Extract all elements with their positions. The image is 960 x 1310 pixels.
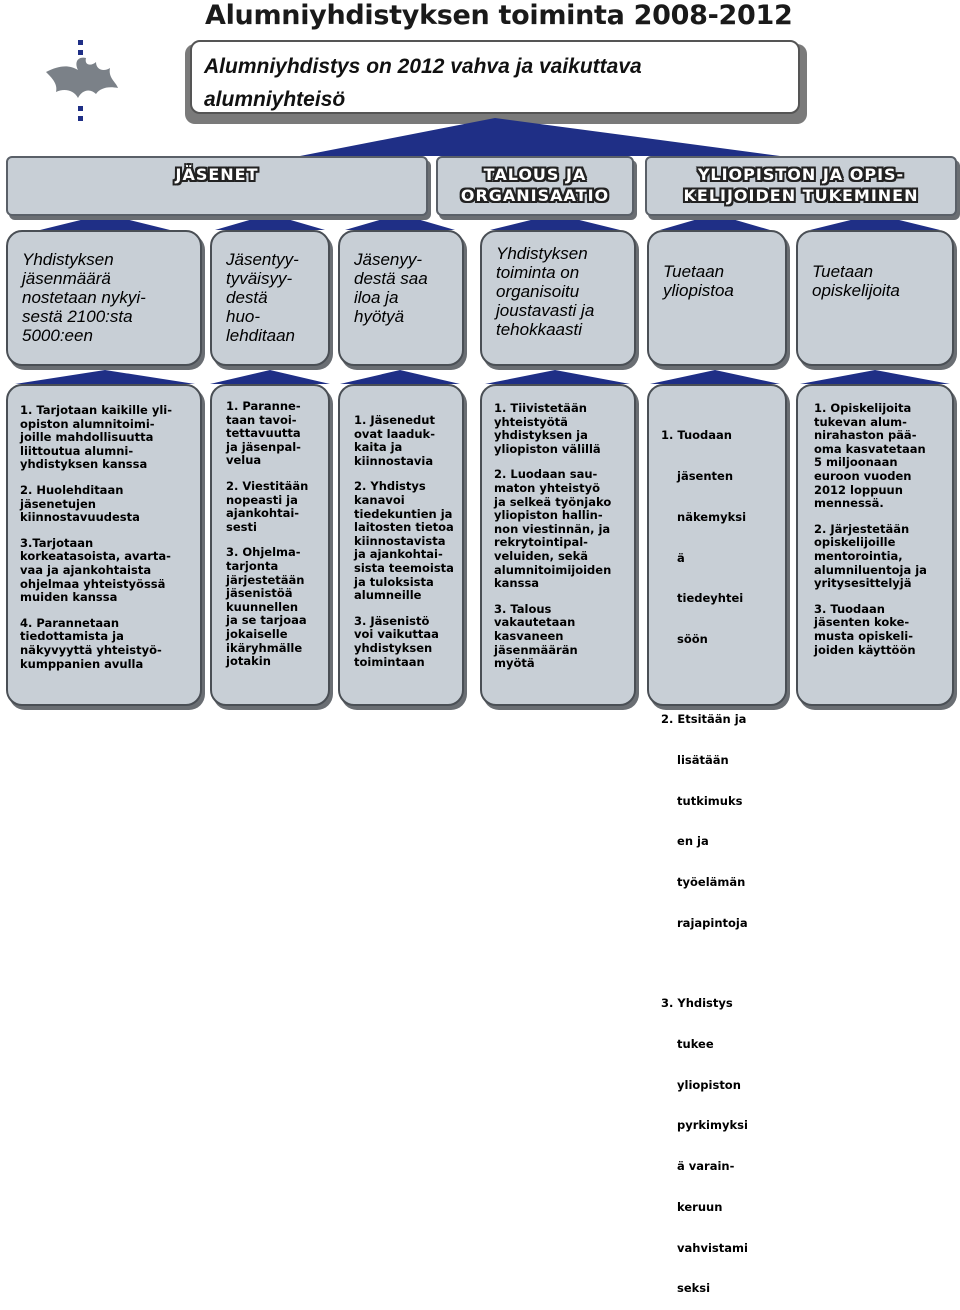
action-line: yhdistyksen kanssa: [20, 457, 148, 472]
action-line: liittoutua alumni-: [20, 443, 134, 458]
goal-line: tyväisyy-: [226, 269, 293, 288]
action-line: jäsenetujen: [20, 496, 96, 511]
action-line: jäsenistöä: [226, 586, 293, 601]
action-arrow: [340, 370, 460, 384]
action-line: kiinnostavuudesta: [20, 510, 140, 525]
action-line: opiskelijoille: [814, 535, 896, 550]
action-line: mentorointia,: [814, 548, 903, 563]
action-box-opiskelijat: [796, 384, 954, 706]
action-line: 3. Yhdistys: [661, 995, 733, 1010]
action-line: euroon vuoden: [814, 468, 912, 483]
vision-arrow: [300, 118, 780, 156]
action-line: 3. Talous: [494, 601, 552, 616]
action-line: kuunnellen: [226, 599, 299, 614]
action-arrow: [800, 370, 950, 384]
action-line: sesti: [226, 519, 257, 534]
action-line: alumnitoimijoiden: [494, 562, 612, 577]
action-arrow: [15, 370, 195, 384]
goal-line: destä: [226, 288, 268, 307]
action-line: 2. Yhdistys: [354, 479, 426, 494]
vision-line: Alumniyhdistys on 2012 vahva ja vaikuttava: [204, 55, 642, 78]
action-line: yliopiston: [661, 1077, 741, 1092]
action-line: rekrytointipal-: [494, 535, 588, 550]
goal-line: tehokkaasti: [496, 320, 582, 339]
action-line: ja selkeä työnjako: [494, 494, 612, 509]
category-label: KELIJOIDEN TUKEMINEN: [683, 186, 919, 205]
goal-box-jasenyys: [338, 230, 464, 366]
action-line: vahvistami: [661, 1240, 748, 1255]
goal-line: huo-: [226, 307, 261, 326]
goal-box-jasenmaara: [6, 230, 202, 366]
goal-line: Yhdistyksen: [496, 244, 588, 263]
goal-box-jasentyytyvaisyys: [210, 230, 330, 366]
goal-arrow: [345, 214, 455, 230]
action-line: ä varain-: [661, 1159, 735, 1174]
action-line: joille mahdollisuutta: [20, 430, 154, 445]
action-line: kaita ja: [354, 440, 403, 455]
goal-arrow: [490, 214, 620, 230]
action-line: muiden kanssa: [20, 590, 118, 605]
goal-arrow: [215, 214, 325, 230]
action-line: nopeasti ja: [226, 492, 298, 507]
action-line: oma kasvatetaan: [814, 441, 926, 456]
action-line: toimintaan: [354, 654, 425, 669]
goal-box-yliopisto: [647, 230, 787, 366]
action-line: 3. Tuodaan: [814, 601, 885, 616]
action-line: 1. Tiivistetään: [494, 401, 587, 415]
category-yliopisto-opiskelijat: [645, 156, 957, 216]
action-line: musta opiskeli-: [814, 628, 913, 643]
action-line: alumneille: [354, 588, 422, 603]
action-line: yhteistyötä: [494, 414, 568, 429]
action-line: näkemyksi: [661, 509, 747, 524]
action-line: ikäryhmälle: [226, 640, 303, 655]
action-arrow: [650, 370, 780, 384]
action-line: maton yhteistyö: [494, 480, 600, 495]
action-line: tutkimuks: [661, 793, 743, 808]
action-line: tiedeyhtei: [661, 591, 744, 606]
action-line: kanssa: [494, 576, 540, 591]
page-title: Alumniyhdistyksen toiminta 2008-2012: [205, 0, 793, 31]
action-line: keruun: [661, 1199, 723, 1214]
action-line: 3.Tarjotaan: [20, 535, 94, 550]
goal-line: destä saa: [354, 269, 428, 288]
action-line: nirahaston pää-: [814, 428, 917, 443]
category-label: ORGANISAATIO: [460, 186, 610, 205]
action-line: ohjelmaa yhteistyössä: [20, 576, 166, 591]
action-line: yritysesittelyjä: [814, 576, 912, 591]
goal-line: Jäsentyy-: [226, 250, 299, 269]
action-line: ovat laaduk-: [354, 426, 435, 441]
action-line: yhdistyksen: [354, 640, 433, 655]
action-line: mennessä.: [814, 496, 884, 511]
action-line: jäsenten: [661, 468, 734, 483]
action-line: veluiden, sekä: [494, 548, 589, 563]
action-line: kasvaneen: [494, 628, 564, 643]
goal-box-organisointi: [480, 230, 636, 366]
action-line: 5 miljoonaan: [814, 455, 898, 470]
action-box-jasenyys: [338, 384, 464, 706]
action-line: alumniluentoja ja: [814, 562, 927, 577]
action-line: 2. Viestitään: [226, 478, 309, 493]
action-box-organisointi: [480, 384, 636, 706]
action-box-jasenmaara: [6, 384, 202, 706]
goal-line: opiskelijoita: [812, 281, 900, 300]
action-line: 1. Tuodaan: [661, 428, 732, 443]
category-jasenet: [6, 156, 428, 216]
goal-arrow: [810, 214, 940, 230]
action-line: laitosten tietoa: [354, 520, 454, 535]
action-line: jäsenmäärän: [494, 642, 578, 657]
action-line: tukevan alum-: [814, 414, 907, 429]
action-line: 2. Järjestetään: [814, 521, 910, 536]
action-line: 4. Parannetaan: [20, 615, 120, 630]
action-line: 2012 loppuun: [814, 482, 903, 497]
category-label: TALOUS JA: [483, 165, 587, 184]
action-line: näkyvyyttä yhteistyö-: [20, 642, 162, 657]
action-line: myötä: [494, 656, 535, 671]
action-line: työelämän: [661, 875, 746, 890]
action-line: tarjonta: [226, 558, 279, 573]
goal-line: organisoitu: [496, 282, 580, 301]
action-line: söön: [661, 632, 708, 647]
action-line: kiinnostavista: [354, 533, 446, 548]
action-line: 1. Jäsenedut: [354, 413, 435, 427]
action-line: ja se tarjoaa: [226, 613, 307, 628]
action-line: kumppanien avulla: [20, 656, 144, 671]
action-line: 1. Opiskelijoita: [814, 401, 912, 415]
action-line: yliopiston välillä: [494, 441, 601, 456]
goal-line: 5000:een: [22, 326, 93, 345]
goal-line: lehditaan: [226, 326, 296, 345]
goal-line: Tuetaan: [812, 262, 874, 281]
goal-arrow: [40, 214, 170, 230]
category-label: JÄSENET: [175, 165, 259, 184]
action-line: yhdistyksen ja: [494, 428, 588, 443]
action-line: sista teemoista: [354, 560, 454, 575]
action-box-yliopisto: [647, 384, 787, 1296]
action-line: kiinnostavia: [354, 453, 434, 468]
goal-line: toiminta on: [496, 263, 580, 282]
action-line: jokaiselle: [226, 626, 288, 641]
goal-line: yliopistoa: [663, 281, 734, 300]
goal-line: Tuetaan: [663, 262, 725, 281]
action-line: 1. Tarjotaan kaikille yli-: [20, 403, 172, 417]
action-line: velua: [226, 453, 262, 468]
goal-line: hyötyä: [354, 307, 405, 326]
action-line: rajapintoja: [661, 915, 748, 930]
action-line: tettavuutta: [226, 426, 301, 441]
action-line: 2. Huolehditaan: [20, 482, 124, 497]
action-line: järjestetään: [226, 572, 305, 587]
action-line: vaa ja ajankohtaista: [20, 562, 152, 577]
action-arrow: [210, 370, 330, 384]
goal-line: Yhdistyksen: [22, 250, 114, 269]
action-line: ja tuloksista: [354, 574, 434, 589]
action-line: ja ajankohtai-: [354, 547, 443, 562]
action-line: jotakin: [226, 654, 271, 669]
action-line: 1. Paranne-: [226, 399, 301, 413]
category-talous-organisaatio: [436, 156, 634, 216]
goal-line: joustavasti ja: [496, 301, 595, 320]
action-line: ja jäsenpal-: [226, 439, 301, 454]
action-line: 3. Ohjelma-: [226, 545, 301, 560]
action-line: joiden käyttöön: [814, 642, 916, 657]
action-line: en ja: [661, 834, 709, 849]
action-line: pyrkimyksi: [661, 1118, 748, 1133]
action-line: seksi: [661, 1281, 711, 1296]
action-line: 2. Luodaan sau-: [494, 467, 598, 482]
action-line: korkeatasoista, avarta-: [20, 549, 171, 564]
goal-arrow: [660, 214, 770, 230]
action-line: yliopiston hallin-: [494, 508, 603, 523]
action-box-jasentyytyvaisyys: [210, 384, 330, 706]
goal-line: sestä 2100:sta: [22, 307, 133, 326]
action-line: 3. Jäsenistö: [354, 613, 430, 628]
action-line: ajankohtai-: [226, 506, 300, 521]
goal-box-opiskelijat: [796, 230, 954, 366]
goal-line: Jäsenyy-: [354, 250, 423, 269]
action-line: non viestinnän, ja: [494, 521, 611, 536]
action-line: tukee: [661, 1036, 714, 1051]
goal-line: iloa ja: [354, 288, 399, 307]
action-arrow: [485, 370, 630, 384]
category-label: YLIOPISTON JA OPIS-: [697, 165, 905, 184]
goal-line: jäsenmäärä: [22, 269, 111, 288]
action-line: tiedekuntien ja: [354, 506, 453, 521]
action-line: taan tavoi-: [226, 412, 297, 427]
action-line: 2. Etsitään ja: [661, 712, 747, 727]
goal-line: nostetaan nykyi-: [22, 288, 146, 307]
action-line: tiedottamista ja: [20, 629, 124, 644]
vision-line: alumniyhteisö: [204, 88, 346, 111]
action-line: opiston alumnitoimi-: [20, 416, 155, 431]
action-line: lisätään: [661, 752, 729, 767]
action-line: vakautetaan: [494, 615, 576, 630]
action-line: kanavoi: [354, 492, 405, 507]
action-line: voi vaikuttaa: [354, 627, 439, 642]
action-line: jäsenten koke-: [814, 615, 910, 630]
action-line: ä: [661, 550, 685, 565]
